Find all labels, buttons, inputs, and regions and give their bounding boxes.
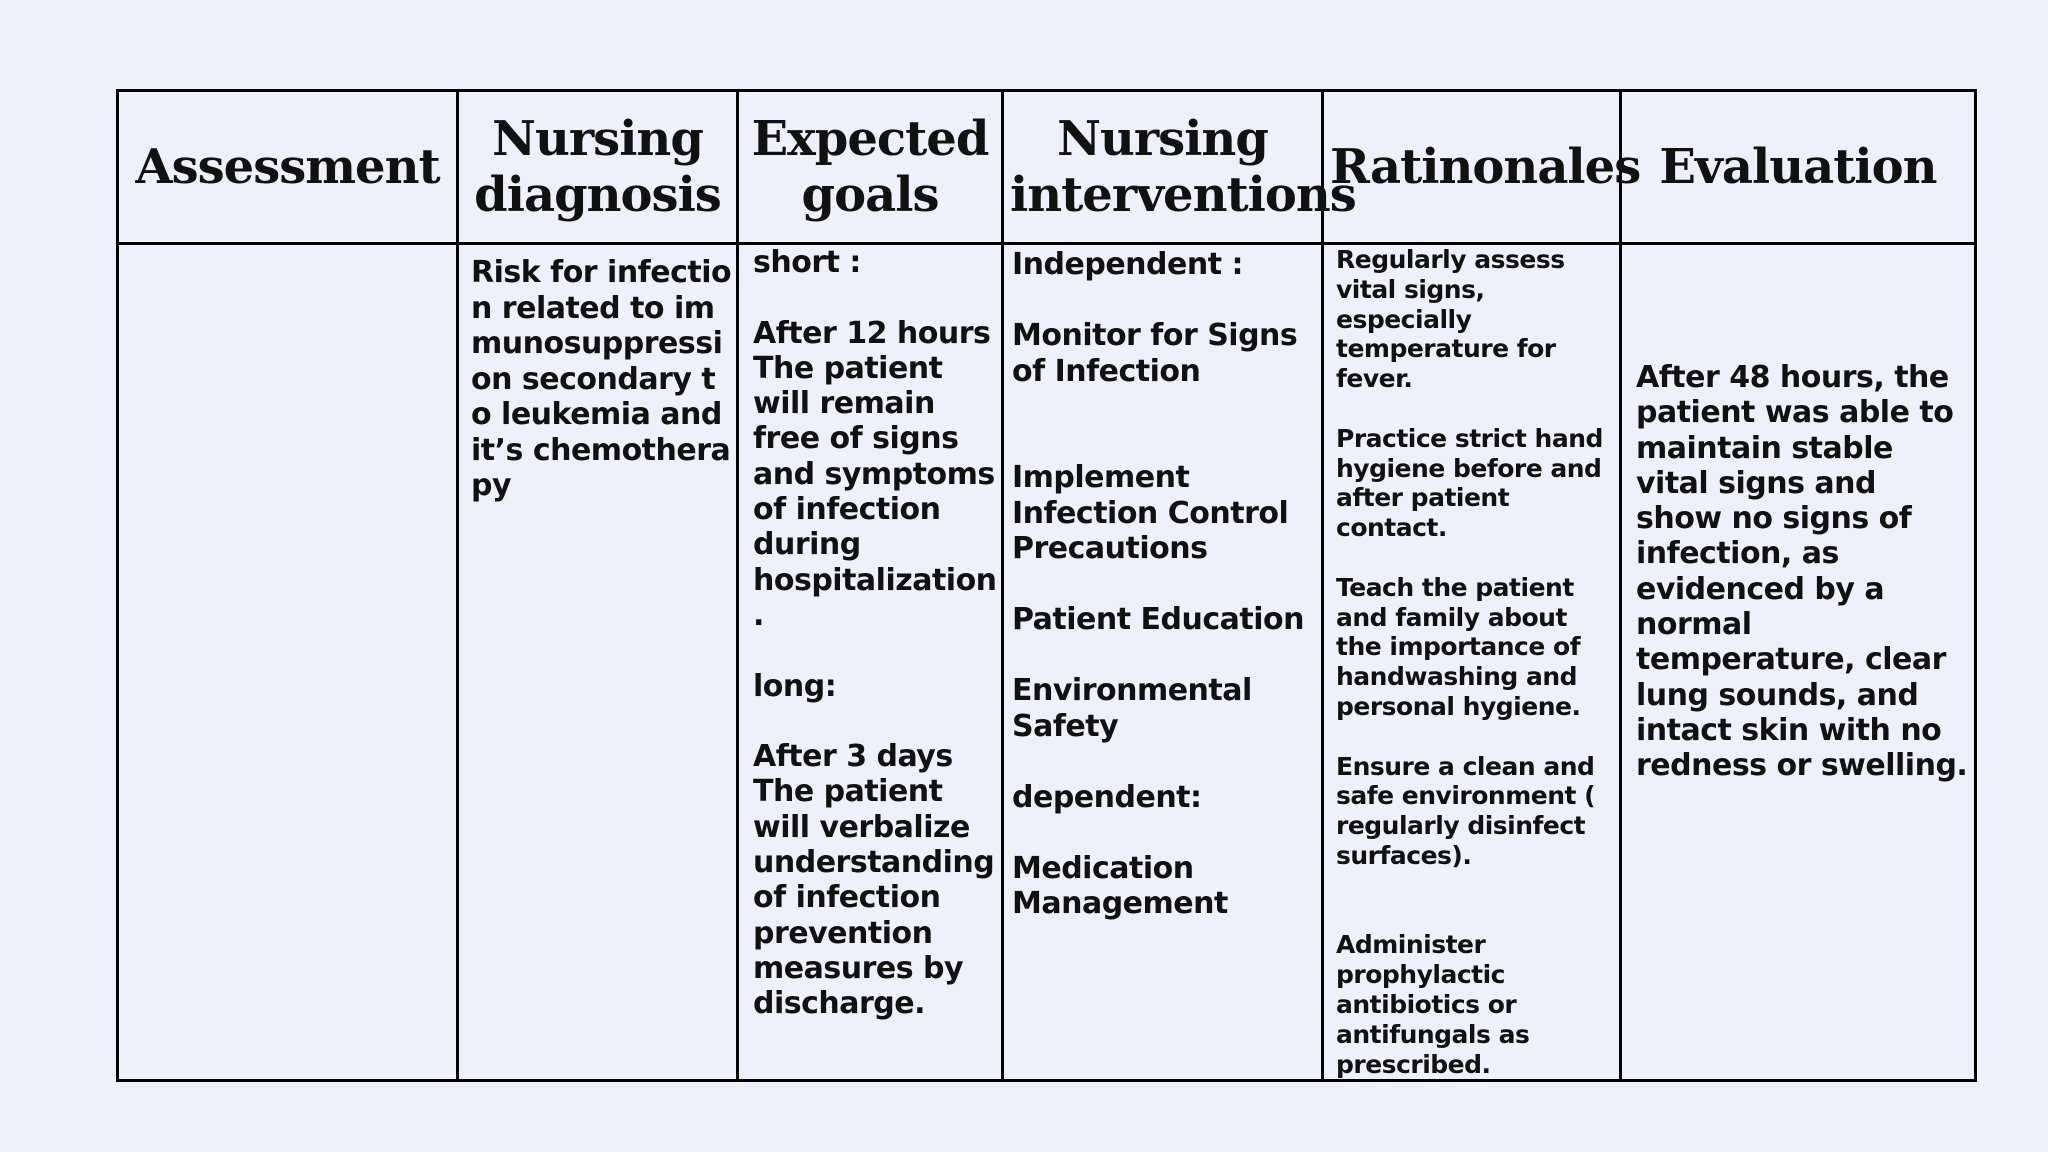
header-expected-goals: Expected goals (738, 91, 1003, 244)
nursing-interventions-cell: Independent : Monitor for Signs of Infection Implement Infection Control Precautions Patient Education Environmental Safety dependent: Medication Management (1003, 244, 1323, 1081)
header-assessment: Assessment (118, 91, 458, 244)
table-row (118, 244, 1976, 1081)
table-header-row (118, 91, 1976, 244)
nursing-diagnosis-cell: Risk for infection related to immunosuppression secondary to leukemia and it’s chemotherapy (458, 244, 738, 1081)
evaluation-cell: After 48 hours, the patient was able to maintain stable vital signs and show no signs of infection, as evidenced by a normal temperature, clear lung sounds, and intact skin with no redness or swelling. (1621, 244, 1976, 1081)
header-rationales: Ratinonales (1323, 91, 1621, 244)
assessment-cell (118, 244, 458, 1081)
header-nursing-interventions: Nursing interventions (1003, 91, 1323, 244)
header-evaluation: Evaluation (1621, 91, 1976, 244)
nursing-care-plan-table (116, 89, 1977, 1082)
header-nursing-diagnosis: Nursing diagnosis (458, 91, 738, 244)
expected-goals-cell: short : After 12 hours The patient will remain free of signs and symptoms of infection during hospitalization . long: After 3 days The patient will verbalize understanding of infection prevention measures by discharge. (738, 244, 1003, 1081)
rationales-cell: Regularly assess vital signs, especially temperature for fever. Practice strict hand hygiene before and after patient contact. Teach the patient and family about the importance of handwashing and personal hygiene. Ensure a clean and safe environment ( regularly disinfect surfaces). Administer prophylactic antibiotics or antifungals as prescribed. (1323, 244, 1621, 1081)
